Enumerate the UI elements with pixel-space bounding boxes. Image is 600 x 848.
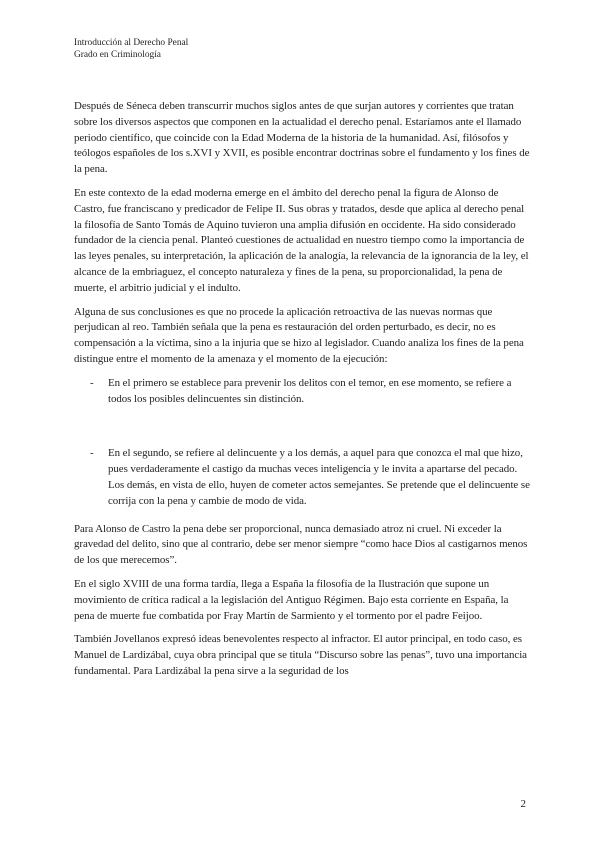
paragraph-2: En este contexto de la edad moderna emerge en el ámbito del derecho penal la figura de Alonso de Castro, fue franciscano y predicador de Felipe II. Sus obras y tratados, desde que aplica al derecho penal la filosofía de Santo Tomás de Aquino tuvieron una amplia difusión en occidente. Ha sido considerado fundador de la ciencia penal. Planteó cuestiones de actualidad en nuestro tiempo como la importancia de las leyes penales, su interpretación, la aplicación de la analogía, la relevancia de la ignorancia de la ley, el alcance de la embriaguez, el concepto naturaleza y fines de la pena, su proporcionalidad, la pena de muerte, el arbitrio judicial y el indulto. bbox=[74, 186, 529, 294]
paragraph-5: En el siglo XVIII de una forma tardía, llega a España la filosofía de la Ilustración que supone un movimiento de crítica radical a la legislación del Antiguo Régimen. Bajo esta corriente en España, la pena de muerte fue combatida por Fray Martín de Sarmiento y el tormento por el padre Feijoo. bbox=[74, 577, 509, 622]
page-header bbox=[74, 37, 188, 61]
paragraph-6: También Jovellanos expresó ideas benevolentes respecto al infractor. El autor principal, en todo caso, es Manuel de Lardizábal, cuya obra principal que se titula “Discurso sobre las penas”, tuvo una importancia fundamental. Para Lardizábal la pena sirve a la seguridad de los bbox=[74, 633, 527, 677]
list-marker: - bbox=[90, 447, 94, 460]
list-item-text: En el segundo, se refiere al delincuente y a los demás, a aquel para que conozca el mal que hizo, pues verdaderamente el castigo da muchas veces inteligencia y le invita a apartarse del pecado. Los demás, en vista de ello, huyen de cometer actos semejantes. Se pretende que el delincuente se corrija con la pena y cambie de modo de vida. bbox=[108, 447, 530, 507]
page-number: 2 bbox=[520, 798, 526, 810]
paragraph-4: Para Alonso de Castro la pena debe ser proporcional, nunca demasiado atroz ni cruel. Ni exceder la gravedad del delito, sino que al contrario, debe ser menor siempre “como hace Dios al castigarnos menos de los que merecemos”. bbox=[74, 522, 528, 567]
list-item bbox=[74, 376, 530, 408]
ends-of-punishment-list bbox=[74, 376, 530, 510]
list-marker: - bbox=[90, 376, 94, 389]
list-item-text: En el primero se establece para prevenir los delitos con el temor, en ese momento, se refiere a todos los posibles delincuentes sin distinción. bbox=[108, 376, 512, 405]
list-item bbox=[74, 446, 530, 509]
header-subtitle: Grado en Criminología bbox=[74, 50, 161, 60]
document-body bbox=[74, 99, 530, 688]
paragraph-3: Alguna de sus conclusiones es que no procede la aplicación retroactiva de las nuevas normas que perjudican al reo. También señala que la pena es restauración del orden perturbado, es decir, no es compensación a la víctima, sino a la injuria que se hizo al legislador. Cuando analiza los fines de la pena distingue entre el momento de la amenaza y el momento de la ejecución: bbox=[74, 305, 524, 365]
paragraph-1: Después de Séneca deben transcurrir muchos siglos antes de que surjan autores y corrientes que tratan sobre los diversos aspectos que componen en la actualidad el derecho penal. Estaríamos ante el llamado periodo científico, que coincide con la Edad Moderna de la historia de la humanidad. Así, filósofos y teólogos españoles de los s.XVI y XVII, es posible encontrar doctrinas sobre el fundamento y los fines de la pena. bbox=[74, 100, 530, 176]
header-title: Introducción al Derecho Penal bbox=[74, 38, 189, 48]
